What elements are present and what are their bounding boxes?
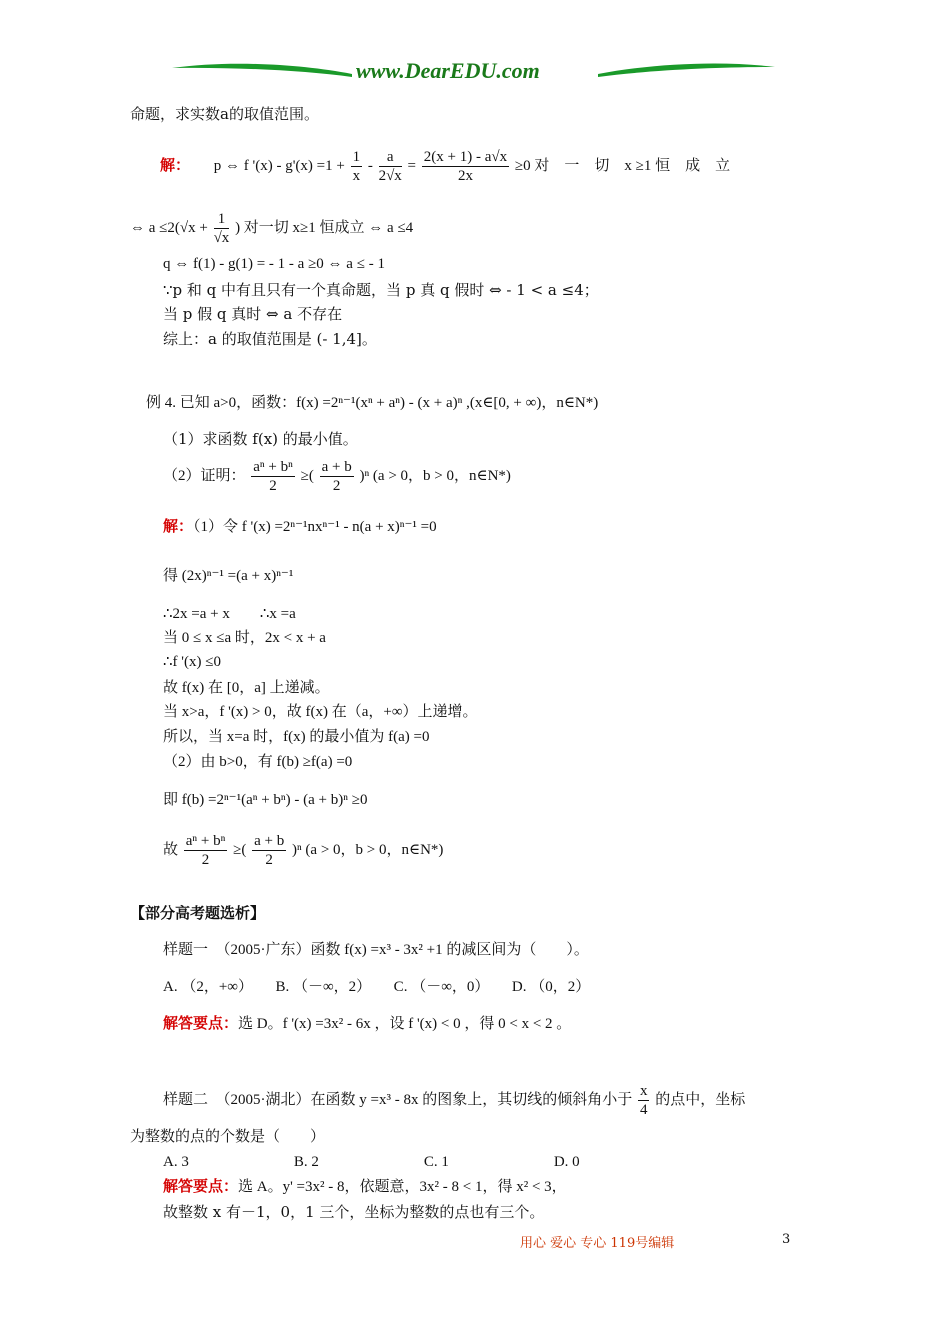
text-line: 命题，求实数a的取值范围。 — [130, 105, 319, 123]
text-line: ∴2x =a + x ∴x =a — [163, 606, 296, 622]
text-line: 所以，当 x=a 时，f(x) 的最小值为 f(a) =0 — [163, 729, 430, 745]
math-text: )ⁿ (a > 0，b > 0，n∈N*) — [291, 842, 444, 858]
example-4-statement: 例 4. 已知 a>0，函数：f(x) =2ⁿ⁻¹(xⁿ + aⁿ) - (x + a)ⁿ ,(x∈[0, + ∞)，n∈N*) — [146, 395, 599, 411]
answer-key-label: 解答要点： — [163, 1179, 239, 1195]
text-line: 为整数的点的个数是（ ） — [130, 1127, 326, 1145]
solution-label: 解： — [160, 158, 191, 174]
text-line: 综上：a 的取值范围是 (- 1,4]。 — [163, 330, 377, 348]
fraction: $\frac{1}{√x}$ — [213, 211, 230, 247]
fraction: $\frac{\text{aⁿ + bⁿ}}{2}$ — [185, 833, 226, 869]
answer-key-label: 解答要点： — [163, 1016, 239, 1032]
solution-line-a — [130, 208, 413, 248]
fraction: $\frac{a + b}{2}$ — [321, 459, 352, 495]
math-text: 选 D。f '(x) =3x² - 6x ，设 f '(x) < 0 ，得 0 < x < 2 。 — [238, 1016, 572, 1032]
fraction: $\frac{a + b}{2}$ — [254, 833, 285, 869]
header-site-logo: www.DearEDU.com — [356, 58, 540, 83]
proof-statement — [163, 456, 511, 496]
section-heading: 【部分高考题选析】 — [130, 904, 266, 922]
page-number: 3 — [782, 1232, 791, 1247]
math-text: ⇔ a ≤2(√x + — [130, 220, 208, 236]
answer-options: A. 3 B. 2 C. 1 D. 0 — [163, 1154, 580, 1170]
math-text: - — [367, 158, 373, 174]
text-line: ∴f '(x) ≤0 — [163, 654, 221, 670]
math-text: ≥( — [300, 468, 314, 484]
sample-question-1: 样题一 （2005·广东）函数 f(x) =x³ - 3x² +1 的减区间为（ ）。 — [163, 942, 589, 958]
fraction: $\frac{x}{4}$ — [639, 1083, 648, 1119]
text-line: 故整数 x 有－1，0，1 三个，坐标为整数的点也有三个。 — [163, 1203, 545, 1221]
math-text: ≥( — [233, 842, 247, 858]
math-text: p ⇔ f '(x) - g'(x) =1 + — [213, 158, 345, 174]
math-text: ) 对一切 x≥1 恒成立 ⇔ a ≤4 — [235, 220, 414, 236]
conclusion-line — [163, 830, 443, 870]
text-line: ∵p 和 q 中有且只有一个真命题，当 p 真 q 假时 ⇔ - 1 < a ≤4； — [163, 281, 599, 299]
math-text: )ⁿ (a > 0，b > 0，n∈N*) — [359, 468, 511, 484]
sample-question-2 — [163, 1080, 745, 1120]
fraction: $\frac{a}{2√x}$ — [378, 149, 402, 185]
text-line: （1）求函数 f(x) 的最小值。 — [163, 430, 358, 448]
text-line: 即 f(b) =2ⁿ⁻¹(aⁿ + bⁿ) - (a + b)ⁿ ≥0 — [163, 792, 368, 808]
math-text: （1）令 f '(x) =2ⁿ⁻¹nxⁿ⁻¹ - n(a + x)ⁿ⁻¹ =0 — [193, 519, 437, 535]
footer-text: 用心 爱心 专心 119号编辑 — [520, 1236, 675, 1251]
solution-line-p — [160, 146, 730, 186]
math-text: 的点中，坐标 — [655, 1092, 746, 1108]
text-line: 当 x>a，f '(x) > 0，故 f(x) 在（a，+∞）上递增。 — [163, 704, 478, 720]
text-line: 当 p 假 q 真时 ⇔ a 不存在 — [163, 305, 343, 323]
solution-line — [163, 517, 437, 537]
text-line: 故 f(x) 在 [0，a] 上递减。 — [163, 680, 330, 696]
math-text: = — [407, 158, 417, 174]
text-line: 当 0 ≤ x ≤a 时，2x < x + a — [163, 630, 326, 646]
math-text: 故 — [163, 842, 179, 858]
text-line: q ⇔ f(1) - g(1) = - 1 - a ≥0 ⇔ a ≤ - 1 — [163, 256, 385, 272]
solution-label: 解： — [163, 519, 194, 535]
math-text: 样题二 （2005·湖北）在函数 y =x³ - 8x 的图象上，其切线的倾斜角小于 — [163, 1092, 633, 1108]
fraction: $\frac{\text{aⁿ + bⁿ}}{2}$ — [253, 459, 293, 495]
answer-options: A. （2，+∞） B. （－∞，2） C. （－∞，0） D. （0，2） — [163, 979, 591, 995]
answer-key-line — [163, 1177, 567, 1197]
header-banner — [0, 50, 950, 90]
fraction: $\frac{2(x + 1) - a√x}{2x}$ — [423, 149, 508, 185]
text-line: 得 (2x)ⁿ⁻¹ =(a + x)ⁿ⁻¹ — [163, 568, 294, 584]
fraction: $\frac{1}{x}$ — [352, 149, 361, 185]
math-text: 选 A。y' =3x² - 8，依题意，3x² - 8 < 1，得 x² < 3， — [238, 1179, 567, 1195]
answer-key-line — [163, 1014, 571, 1034]
math-text: ≥0 对 一 切 x ≥1 恒 成 立 — [514, 158, 731, 174]
math-text: （2）证明： — [163, 468, 246, 484]
text-line: （2）由 b>0，有 f(b) ≥f(a) =0 — [163, 754, 353, 770]
